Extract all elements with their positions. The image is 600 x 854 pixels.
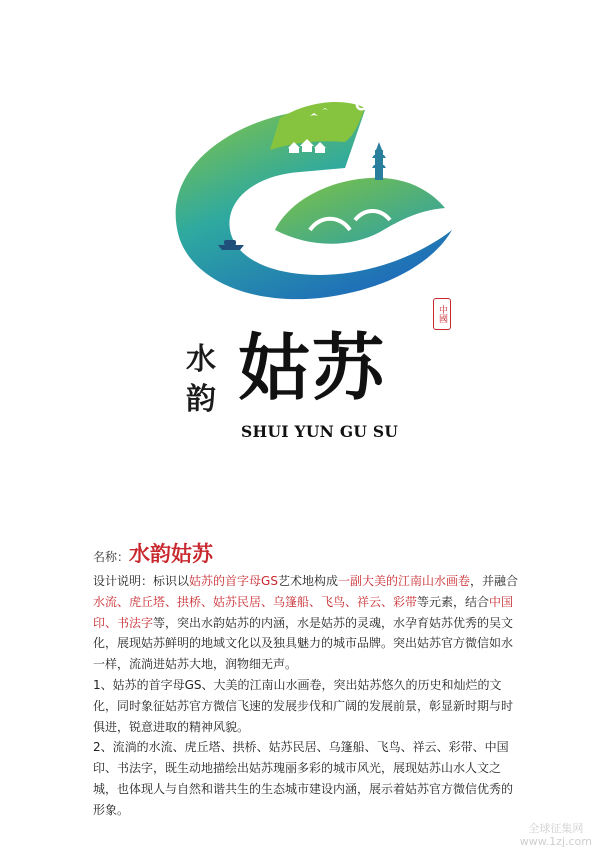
highlight-span: 姑苏的首字母GS [189, 574, 278, 588]
chinese-seal: 中國 [433, 298, 451, 330]
gusu-logo [160, 80, 460, 300]
logo-title-gusu: 姑苏 [238, 325, 387, 410]
logo-title-char-yun: 韵 [186, 382, 216, 417]
text-span: ，并融合 [469, 574, 518, 588]
description-paragraph-3: 2、流淌的水流、虎丘塔、拱桥、姑苏民居、乌篷船、飞鸟、祥云、彩带、中国印、书法字，既生动地描绘出姑苏瑰丽多彩的城市风光，展现姑苏山水人文之城，也体现人与自然和谐共生的生态城市建设内涵，展示着姑苏官方微信优秀的形象。 [93, 740, 514, 817]
hill-shape [275, 178, 445, 244]
logo-pinyin: SHUI YUN GU SU [241, 422, 399, 441]
text-span: 等元素，结合 [417, 594, 490, 609]
watermark [520, 822, 592, 848]
design-description [93, 571, 521, 821]
text-span: 等，突出水韵姑苏的内涵，水是姑苏的灵魂，水孕育姑苏优秀的吴文化，展现姑苏鲜明的地域文化以及独具魅力的城市品牌。突出姑苏官方微信如水一样，流淌进姑苏大地，润物细无声。 [93, 615, 514, 672]
watermark-line-1: 全球征集网 [528, 822, 584, 835]
description-paragraph-2: 1、姑苏的首字母GS、大美的江南山水画卷，突出姑苏悠久的历史和灿烂的文化，同时象征姑苏官方微信飞速的发展步伐和广阔的发展前景，彰显新时期与时俱进，锐意进取的精神风貌。 [93, 677, 514, 734]
name-value: 水韵姑苏 [129, 542, 214, 566]
highlight-span: 中国印、书法字 [93, 594, 514, 630]
pagoda [372, 142, 386, 180]
highlight-span: 一副大美的江南山水画卷 [337, 574, 470, 588]
description-paragraph-1 [93, 571, 521, 675]
text-span: 标识以 [153, 574, 190, 588]
highlight-span: 水流、虎丘塔、拱桥、姑苏民居、乌篷船、飞鸟、祥云、彩带 [93, 594, 418, 609]
name-row [93, 538, 213, 568]
logo-title-char-shui: 水 [186, 342, 216, 377]
watermark-line-2: www.1zj.com [519, 835, 592, 848]
intro-label: 设计说明： [93, 574, 154, 588]
name-label: 名称： [93, 550, 130, 564]
text-span: 艺术地构成 [277, 574, 338, 588]
